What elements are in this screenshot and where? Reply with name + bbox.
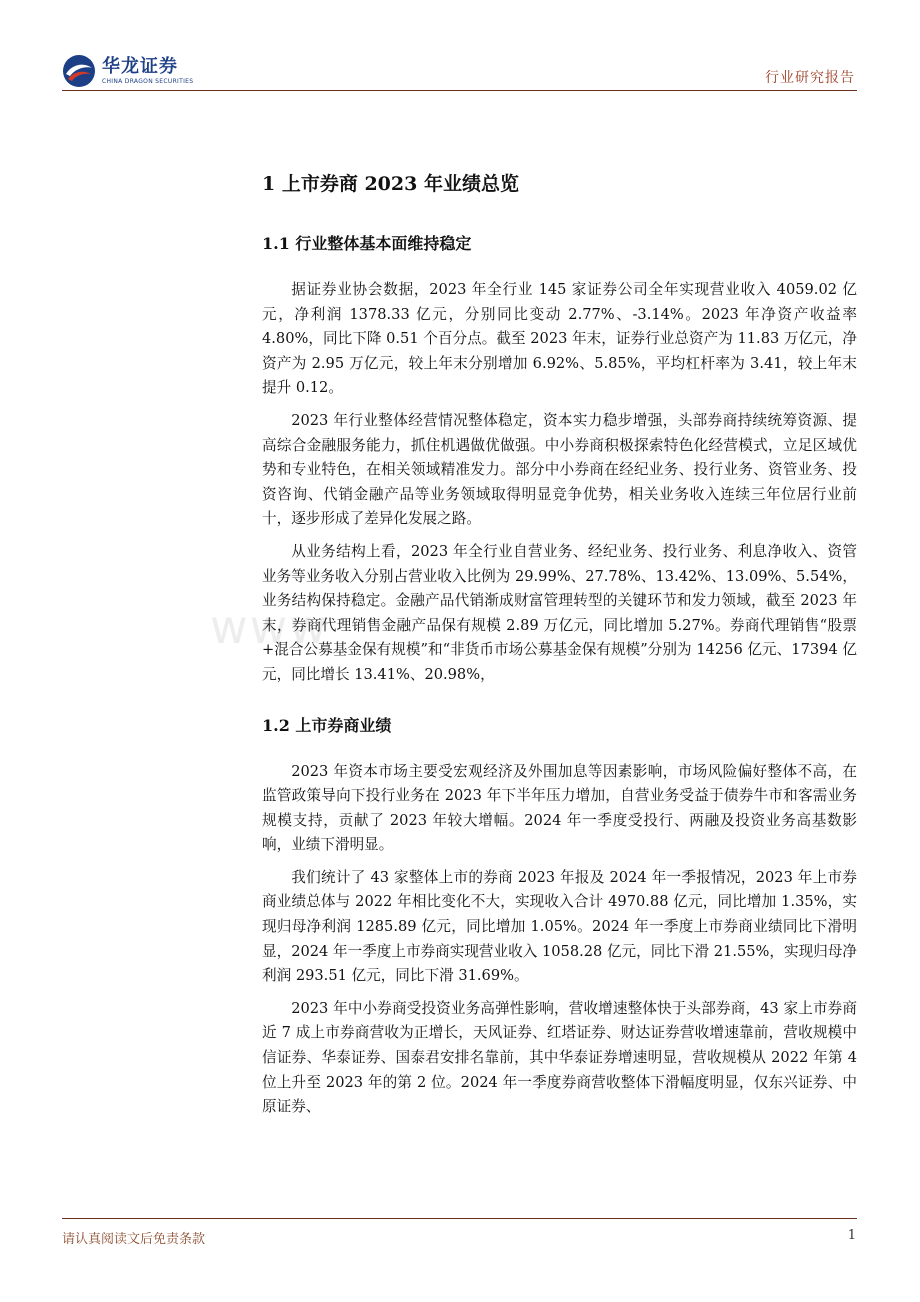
paragraph: 2023 年行业整体经营情况整体稳定，资本实力稳步增强，头部券商持续统筹资源、提高综合金融服务能力，抓住机遇做优做强。中小券商积极探索特色化经营模式，立足区域优势和专业特色，在相关领域精准发力。部分中小券商在经纪业务、投行业务、资管业务、投资咨询、代销金融产品等业务领域取得明显竞争优势，相关业务收入连续三年位居行业前十，逐步形成了差异化发展之路。 xyxy=(262,411,857,528)
company-logo xyxy=(62,54,193,88)
logo-chinese-name: 华龙证券 xyxy=(102,55,178,77)
paragraph: 从业务结构上看，2023 年全行业自营业务、经纪业务、投行业务、利息净收入、资管业务等业务收入分别占营业收入比例为 29.99%、27.78%、13.42%、13.09%、5.54%，业务结构保持稳定。金融产品代销渐成财富管理转型的关键环节和发力领域，截至 2023 年末，券商代理销售金融产品保有规模 2.89 万亿元，同比增加 5.27%。券商代理销售“股票+混合公募基金保有规模”和“非货币市场公募基金保有规模”分别为 14256 亿元、17394 亿元，同比增长 13.41%、20.98%， xyxy=(262,542,857,683)
paragraph: 2023 年资本市场主要受宏观经济及外围加息等因素影响，市场风险偏好整体不高，在监管政策导向下投行业务在 2023 年下半年压力增加，自营业务受益于债券牛市和客需业务规模支持，贡献了 2023 年较大增幅。2024 年一季度受投行、两融及投资业务高基数影响，业绩下滑明显。 xyxy=(262,762,857,854)
paragraph: 据证券业协会数据，2023 年全行业 145 家证券公司全年实现营业收入 4059.02 亿元，净利润 1378.33 亿元，分别同比变动 2.77%、-3.14%。2023 年净资产收益率 4.80%，同比下降 0.51 个百分点。截至 2023 年末，证券行业总资产为 11.83 万亿元，净资产为 2.95 万亿元，较上年末分别增加 6.92%、5.85%，平均杠杆率为 3.41，较上年末提升 0.12。 xyxy=(262,281,857,397)
dragon-logo-icon xyxy=(62,54,96,88)
paragraph: 我们统计了 43 家整体上市的券商 2023 年报及 2024 年一季报情况，2023 年上市券商业绩总体与 2022 年相比变化不大，实现收入合计 4970.88 亿元，同比增加 1.35%，实现归母净利润 1285.89 亿元，同比增加 1.05%。2024 年一季度上市券商业绩同比下滑明显，2024 年一季度上市券商实现营业收入 1058.28 亿元，同比下滑 21.55%，实现归母净利润 293.51 亿元，同比下滑 31.69%。 xyxy=(262,868,857,985)
report-type-label: 行业研究报告 xyxy=(765,70,855,86)
document-body xyxy=(262,168,857,1120)
section-1-2-title: 1.2 上市券商业绩 xyxy=(262,715,392,735)
section-1-title: 1 上市券商 2023 年业绩总览 xyxy=(262,173,519,195)
page-header xyxy=(62,54,857,94)
logo-english-name: CHINA DRAGON SECURITIES xyxy=(102,77,194,85)
watermark: www xyxy=(210,600,329,654)
header-divider xyxy=(62,90,857,91)
page-number: 1 xyxy=(847,1228,856,1243)
footer-divider xyxy=(62,1218,857,1219)
footer-disclaimer: 请认真阅读文后免责条款 xyxy=(62,1232,206,1247)
section-1-1-title: 1.1 行业整体基本面维持稳定 xyxy=(262,234,472,253)
paragraph: 2023 年中小券商受投资业务高弹性影响，营收增速整体快于头部券商，43 家上市券商近 7 成上市券商营收为正增长，天风证券、红塔证券、财达证券营收增速靠前，营收规模中信证券、华泰证券、国泰君安排名靠前，其中华泰证券增速明显，营收规模从 2022 年第 4 位上升至 2023 年的第 2 位。2024 年一季度券商营收整体下滑幅度明显，仅东兴证券、中原证券、 xyxy=(262,999,857,1116)
